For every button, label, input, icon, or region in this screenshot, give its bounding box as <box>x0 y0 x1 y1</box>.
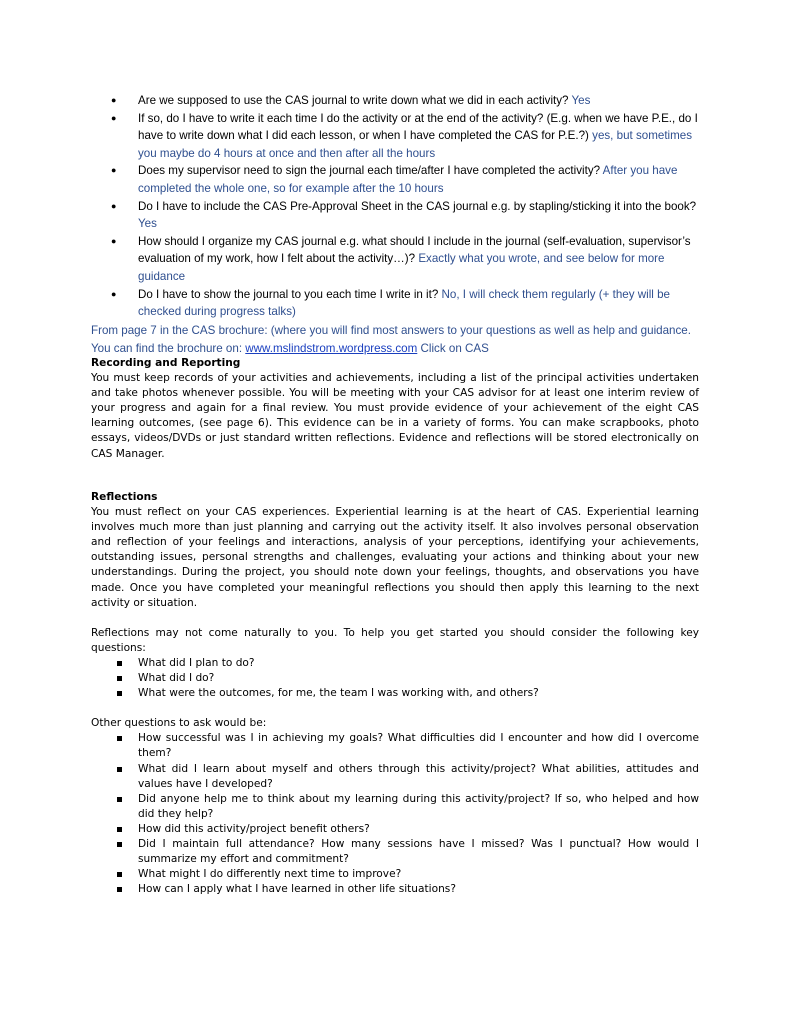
recording-heading: Recording and Reporting <box>91 357 241 369</box>
qa-item <box>108 198 708 233</box>
question-text: If so, do I have to write it each time I do the activity or at the end of the activity? (E.g. when we have P.E., do I have to write down what I did each lesson, or when I have completed the CAS for P.E.?) <box>138 111 698 143</box>
list-item <box>91 686 699 701</box>
brochure-link[interactable]: www.mslindstrom.wordpress.com <box>245 341 418 355</box>
key-question-text: What were the outcomes, for me, the team I was working with, and others? <box>138 687 539 700</box>
other-question-text: How successful was I in achieving my goals? What difficulties did I encounter and how did I overcome them? <box>138 732 699 760</box>
bullet-icon: ● <box>111 165 117 176</box>
square-bullet-icon <box>117 676 122 681</box>
intro-text: From page 7 in the CAS brochure: (where you will find most answers to your questions as well as help and guidance. You can find the brochure on: <box>91 324 691 355</box>
qa-item <box>108 162 708 197</box>
bullet-icon: ● <box>111 200 117 211</box>
bullet-icon: ● <box>111 235 117 246</box>
key-questions-list <box>91 656 699 701</box>
other-question-text: How can I apply what I have learned in other life situations? <box>138 883 456 896</box>
list-item <box>91 731 699 761</box>
key-question-text: What did I plan to do? <box>138 656 255 669</box>
answer-text: After you have completed the whole one, so for example after the 10 hours <box>138 164 678 195</box>
answer-text: yes, but sometimes you maybe do 4 hours at once and then after all the hours <box>138 129 693 160</box>
qa-item <box>108 110 708 163</box>
other-questions-intro: Other questions to ask would be: <box>91 717 267 730</box>
brochure-intro <box>91 322 711 357</box>
reflections-heading: Reflections <box>91 491 158 503</box>
recording-section <box>91 356 699 462</box>
qa-item <box>108 92 708 110</box>
reflections-section <box>91 490 699 897</box>
square-bullet-icon <box>117 661 122 666</box>
answer-text: Yes <box>138 217 157 231</box>
answer-text: Yes <box>571 94 591 107</box>
list-item <box>91 867 699 882</box>
list-item <box>91 882 699 897</box>
other-question-text: What did I learn about myself and others through this activity/project? What abilities, attitudes and values have I developed? <box>138 762 699 790</box>
square-bullet-icon <box>117 691 122 696</box>
other-question-text: What might I do differently next time to improve? <box>138 868 402 881</box>
recording-body: You must keep records of your activities and achievements, including a list of the principal activities undertaken and take photos whenever possible. You will be meeting with your CAS advisor for at least one interim review of your progress and again for a final review. You must provide evidence of your achievement of the eight CAS learning outcomes, (see page 6). This evidence can be in a variety of forms. You can make scrapbooks, photo essays, videos/DVDs or just standard written reflections. Evidence and reflections will be stored electronically on CAS Manager. <box>91 372 699 460</box>
key-question-text: What did I do? <box>138 672 215 685</box>
square-bullet-icon <box>117 872 122 877</box>
square-bullet-icon <box>117 736 122 741</box>
bullet-icon: ● <box>111 288 117 299</box>
list-item <box>91 656 699 671</box>
bullet-icon: ● <box>111 112 117 123</box>
other-question-text: Did I maintain full attendance? How many sessions have I missed? Was I punctual? How would I summarize my effort and commitment? <box>138 837 699 866</box>
qa-item <box>108 286 708 321</box>
question-text: Do I have to include the CAS Pre-Approval Sheet in the CAS journal e.g. by stapling/sticking it into the book? <box>138 199 697 213</box>
question-text: Do I have to show the journal to you each time I write in it? <box>138 287 439 301</box>
list-item <box>91 837 699 867</box>
reflections-body: You must reflect on your CAS experiences. Experiential learning is at the heart of CAS. Experiential learning involves much more than just planning and carrying out the activity itself. It also involves personal observation and reflection of your feelings and interactions, analysis of your perceptions, identifying your achievements, outstanding issues, personal strengths and challenges, evaluating your actions and thinking about your new understandings. During the project, you should note down your feelings, thoughts, and observations you have made. Once you have completed your meaningful reflections you should then apply this learning to the next activity or situation. <box>91 506 699 609</box>
qa-item <box>108 233 708 286</box>
qa-list <box>108 92 708 321</box>
square-bullet-icon <box>117 887 122 892</box>
square-bullet-icon <box>117 767 122 772</box>
list-item <box>91 762 699 792</box>
square-bullet-icon <box>117 797 122 802</box>
list-item <box>91 792 699 822</box>
other-question-text: Did anyone help me to think about my learning during this activity/project? If so, who helped and how did they help? <box>138 792 699 820</box>
answer-text: No, I will check them regularly (+ they will be checked during progress talks) <box>138 287 670 319</box>
square-bullet-icon <box>117 827 122 832</box>
key-questions-intro: Reflections may not come naturally to you. To help you get started you should consider the following key questions: <box>91 626 699 654</box>
answer-text: Exactly what you wrote, and see below for more guidance <box>138 252 665 283</box>
square-bullet-icon <box>117 842 122 847</box>
question-text: How should I organize my CAS journal e.g. what should I include in the journal (self-evaluation, supervisor’s evaluation of my work, how I felt about the activity…)? <box>138 234 691 266</box>
bullet-icon: ● <box>111 95 117 105</box>
question-text: Does my supervisor need to sign the journal each time/after I have completed the activity? <box>138 164 601 178</box>
other-questions-list <box>91 731 699 897</box>
list-item <box>91 671 699 686</box>
list-item <box>91 822 699 837</box>
question-text: Are we supposed to use the CAS journal to write down what we did in each activity? <box>138 94 569 107</box>
other-question-text: How did this activity/project benefit others? <box>138 822 370 835</box>
intro-after-text: Click on CAS <box>420 341 489 355</box>
